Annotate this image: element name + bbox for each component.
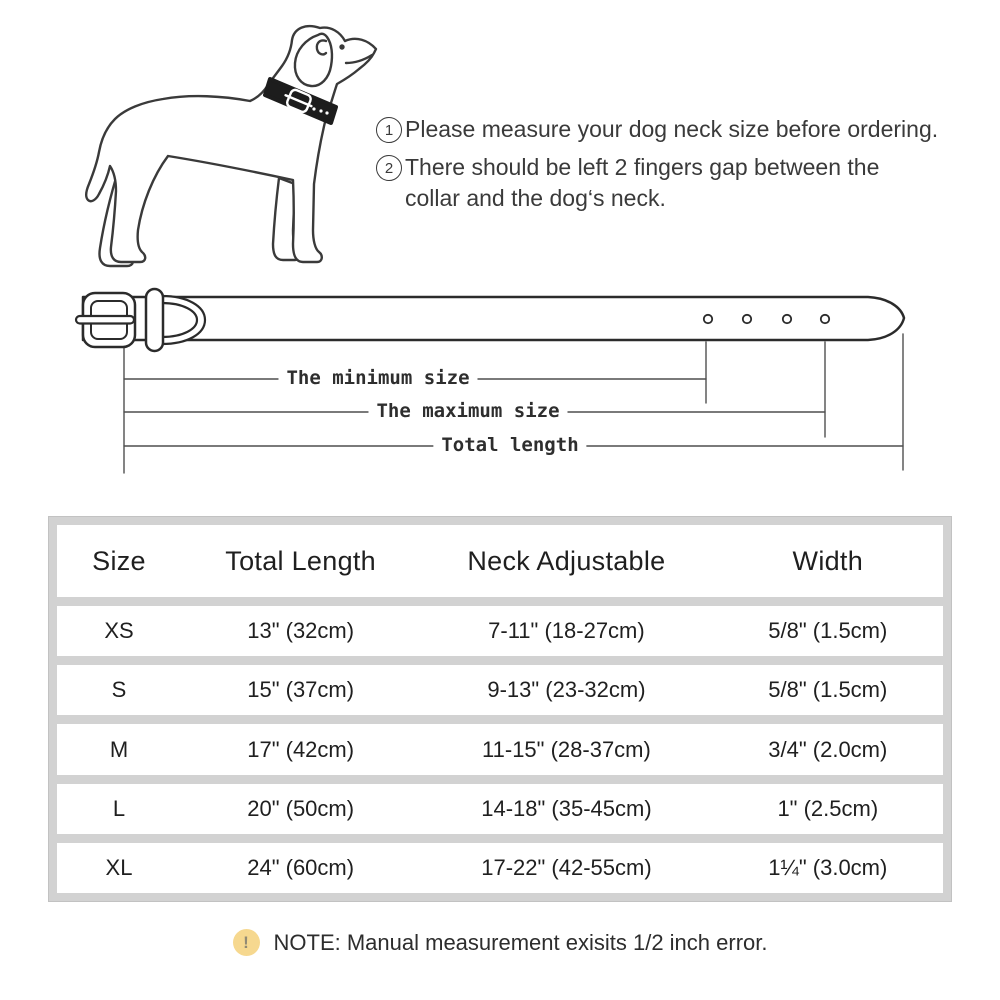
cell-neck-adjustable: 14-18" (35-45cm): [481, 795, 652, 821]
cell-neck-adjustable: 7-11" (18-27cm): [488, 618, 645, 644]
instruction-item-2: [376, 152, 986, 214]
instruction-text-1: Please measure your dog neck size before ordering.: [405, 116, 939, 142]
table-row-xl: [57, 843, 943, 893]
table-row-xs: [57, 606, 943, 656]
cell-size: XS: [104, 618, 134, 644]
size-chart-table: [48, 516, 952, 902]
exclamation-icon: !: [233, 929, 260, 956]
cell-width: 5/8" (1.5cm): [768, 618, 888, 644]
cell-neck-adjustable: 17-22" (42-55cm): [481, 854, 652, 880]
dog-illustration: [55, 8, 395, 278]
cell-size: S: [111, 677, 127, 703]
circled-number-1-icon: 1: [376, 117, 402, 143]
cell-total-length: 17" (42cm): [247, 736, 355, 762]
cell-size: XL: [105, 854, 133, 880]
cell-width: 1" (2.5cm): [777, 795, 879, 821]
cell-size: M: [109, 736, 129, 762]
table-row-l: [57, 784, 943, 834]
maximum-size-label: The maximum size: [368, 400, 567, 422]
header-width: Width: [792, 545, 864, 576]
cell-size: L: [112, 795, 126, 821]
collar-buckle: [76, 289, 163, 351]
table-row-m: [57, 724, 943, 774]
cell-width: 5/8" (1.5cm): [768, 677, 888, 703]
header-size: Size: [92, 545, 146, 576]
cell-total-length: 13" (32cm): [247, 618, 355, 644]
cell-total-length: 15" (37cm): [247, 677, 355, 703]
instruction-item-1: [376, 114, 986, 145]
cell-total-length: 20" (50cm): [247, 795, 355, 821]
cell-total-length: 24" (60cm): [247, 854, 355, 880]
minimum-size-label: The minimum size: [278, 367, 477, 389]
table-row-s: [57, 665, 943, 715]
total-length-label: Total length: [433, 434, 586, 456]
dog-eye: [339, 44, 344, 49]
note-text: NOTE: Manual measurement exisits 1/2 inch error.: [273, 929, 768, 955]
circled-number-2-icon: 2: [376, 155, 402, 181]
cell-width: 3/4" (2.0cm): [768, 736, 888, 762]
header-total-length: Total Length: [225, 545, 376, 576]
collar-strap: [83, 297, 904, 340]
instructions: [376, 114, 986, 221]
instruction-text-2: There should be left 2 fingers gap between the collar and the dog‘s neck.: [405, 154, 880, 211]
cell-neck-adjustable: 11-15" (28-37cm): [482, 736, 651, 762]
table-header-row: [57, 525, 943, 597]
cell-neck-adjustable: 9-13" (23-32cm): [487, 677, 646, 703]
header-neck-adjustable: Neck Adjustable: [467, 545, 666, 576]
cell-width: 1¼" (3.0cm): [768, 854, 888, 880]
note-row: [0, 929, 1000, 956]
